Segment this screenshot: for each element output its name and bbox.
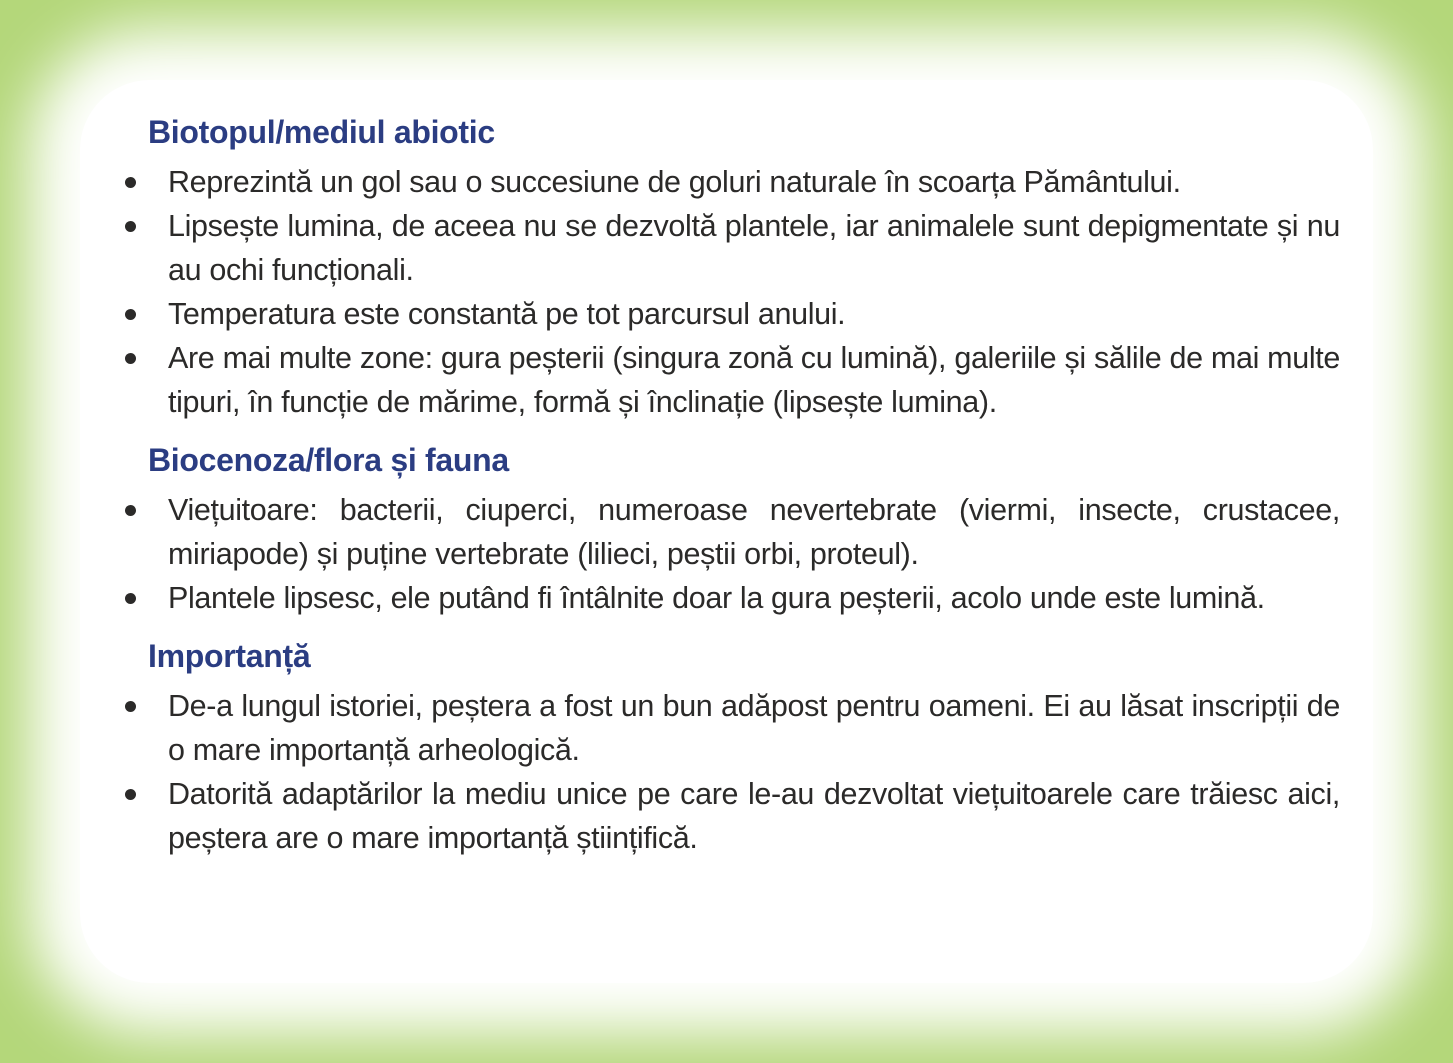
- list-item-text: De-a lungul istoriei, peștera a fost un bun adăpost pentru oameni. Ei au lăsat inscripții de o mare importanță arheologică.: [168, 689, 1340, 767]
- bullet-icon: [125, 789, 136, 800]
- section-biocenoza: [108, 438, 1340, 620]
- section-title: Biotopul/mediul abiotic: [148, 114, 495, 150]
- list-item: [108, 488, 1340, 576]
- bullet-icon: [125, 505, 136, 516]
- bullet-icon: [125, 309, 136, 320]
- list-item-text: Temperatura este constantă pe tot parcursul anului.: [168, 297, 846, 331]
- section-title: Biocenoza/flora și fauna: [148, 442, 509, 478]
- list-item-text: Plantele lipsesc, ele putând fi întâlnite doar la gura peșterii, acolo unde este lumină.: [168, 581, 1265, 615]
- bullet-icon: [125, 701, 136, 712]
- bullet-icon: [125, 593, 136, 604]
- section-title: Importanță: [148, 638, 311, 674]
- list-item: [108, 576, 1340, 620]
- list-item: [108, 204, 1340, 292]
- list-item-text: Lipsește lumina, de aceea nu se dezvoltă plantele, iar animalele sunt depigmentate și nu au ochi funcționali.: [168, 209, 1340, 287]
- list-item: [108, 292, 1340, 336]
- list-item: [108, 160, 1340, 204]
- list-item-text: Reprezintă un gol sau o succesiune de goluri naturale în scoarța Pământului.: [168, 165, 1181, 199]
- bullet-icon: [125, 353, 136, 364]
- bullet-icon: [125, 177, 136, 188]
- list-item-text: Viețuitoare: bacterii, ciuperci, numeroase nevertebrate (viermi, insecte, crustacee, miriapode) și puține vertebrate (lilieci, peștii orbi, proteul).: [168, 493, 1340, 571]
- list-item: [108, 336, 1340, 424]
- list-item-text: Datorită adaptărilor la mediu unice pe care le-au dezvoltat viețuitoarele care trăiesc aici, peștera are o mare importanță științifică.: [168, 777, 1340, 855]
- bullet-list: [108, 488, 1340, 620]
- section-importanta: [108, 634, 1340, 860]
- list-item: [108, 772, 1340, 860]
- bullet-list: [108, 160, 1340, 424]
- list-item: [108, 684, 1340, 772]
- bullet-icon: [125, 221, 136, 232]
- bullet-list: [108, 684, 1340, 860]
- section-biotop: [108, 110, 1340, 424]
- list-item-text: Are mai multe zone: gura peșterii (singura zonă cu lumină), galeriile și sălile de mai multe tipuri, în funcție de mărime, formă și înclinație (lipsește lumina).: [168, 341, 1340, 419]
- document-content: [108, 110, 1340, 874]
